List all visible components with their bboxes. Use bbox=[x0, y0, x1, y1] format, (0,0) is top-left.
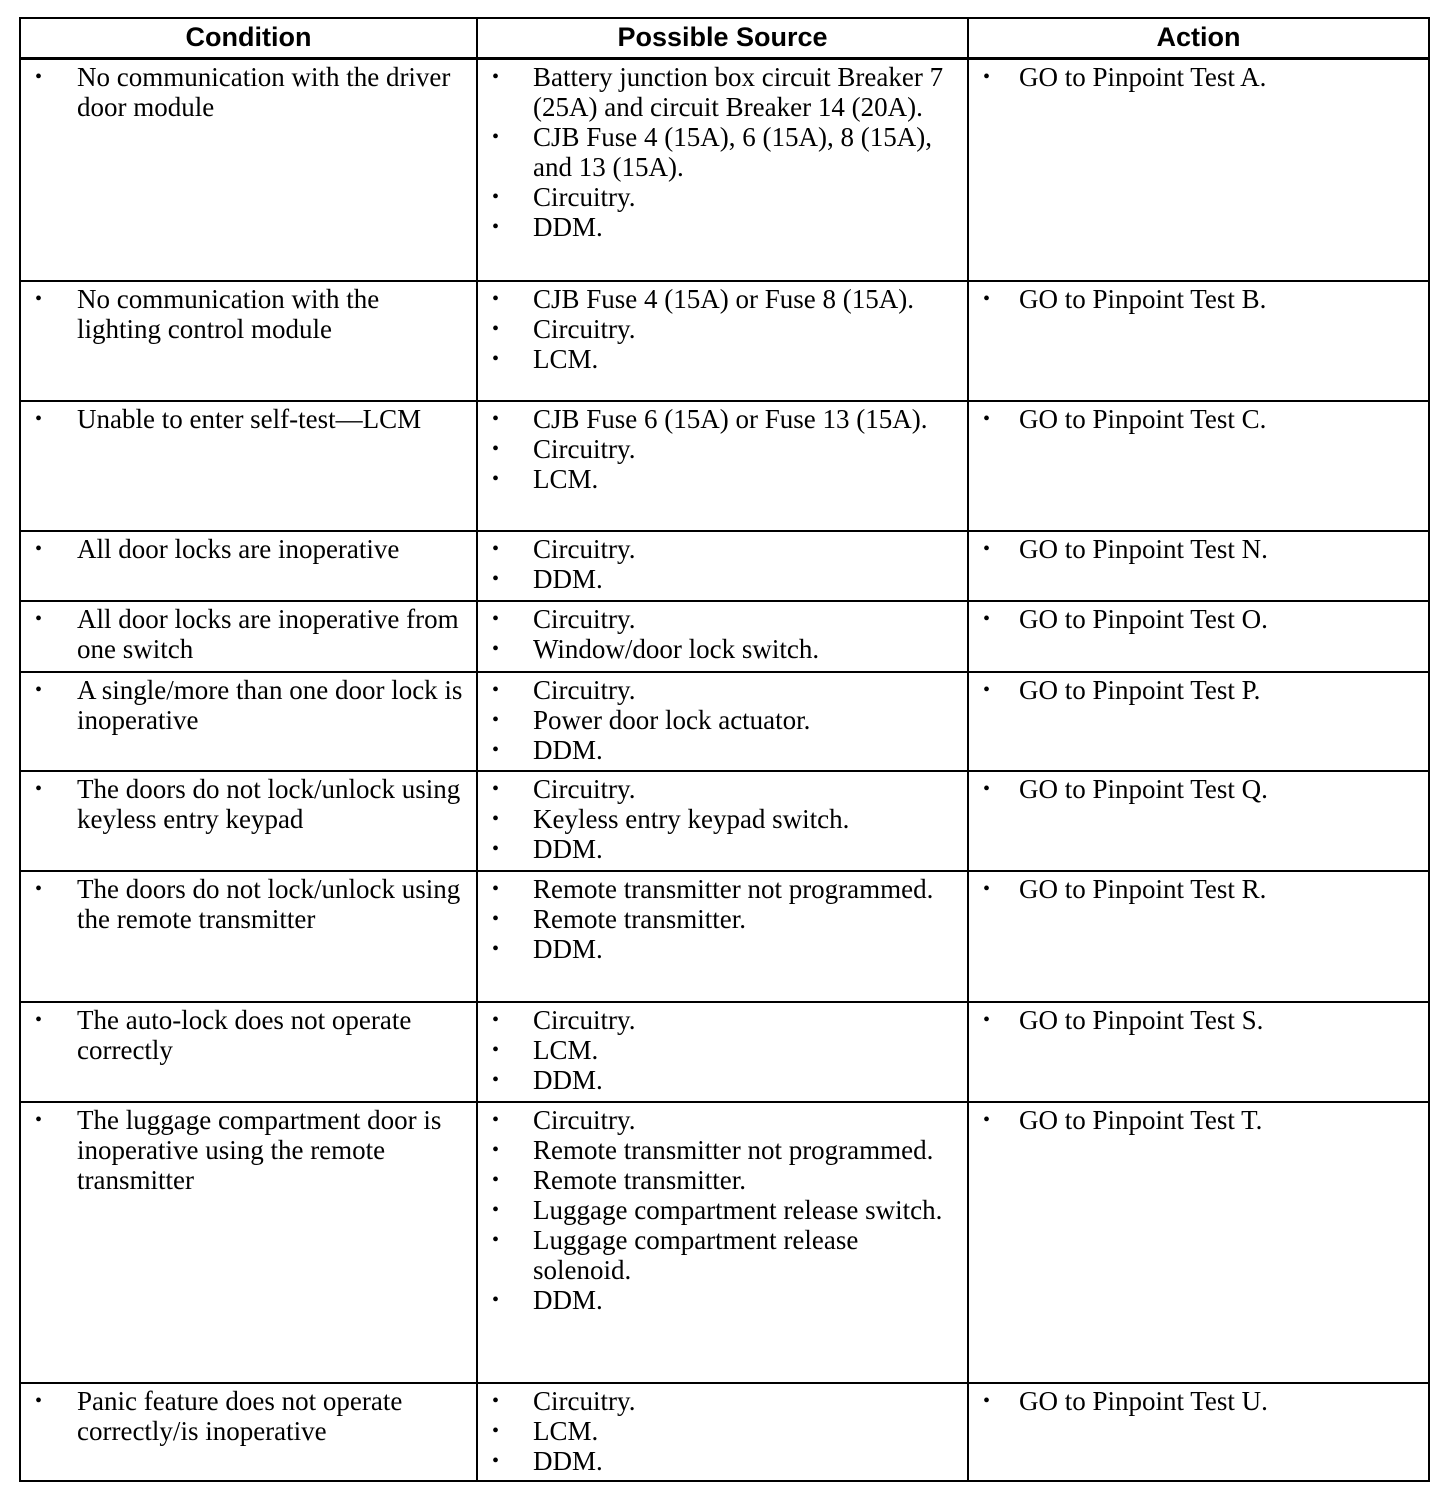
source-cell bbox=[477, 281, 968, 401]
source-item: • DDM. bbox=[478, 735, 967, 765]
source-item: • Circuitry. bbox=[478, 1005, 967, 1035]
source-item: • Remote transmitter not programmed. bbox=[478, 874, 967, 904]
condition-cell bbox=[20, 1383, 477, 1481]
action-cell bbox=[968, 401, 1429, 531]
source-item: • DDM. bbox=[478, 212, 967, 242]
action-text: • GO to Pinpoint Test O. bbox=[969, 604, 1428, 634]
condition-header: Condition bbox=[20, 18, 477, 59]
condition-cell bbox=[20, 601, 477, 672]
condition-text: • The doors do not lock/unlock using the remote transmitter bbox=[21, 874, 476, 934]
condition-cell bbox=[20, 871, 477, 1002]
source-item: • CJB Fuse 4 (15A) or Fuse 8 (15A). bbox=[478, 284, 967, 314]
source-item: • Luggage compartment release solenoid. bbox=[478, 1225, 967, 1285]
action-text: • GO to Pinpoint Test B. bbox=[969, 284, 1428, 314]
table-row bbox=[20, 59, 1429, 281]
source-item: • Remote transmitter. bbox=[478, 1165, 967, 1195]
source-cell bbox=[477, 401, 968, 531]
source-item: • Battery junction box circuit Breaker 7 (25A) and circuit Breaker 14 (20A). bbox=[478, 62, 967, 122]
source-header: Possible Source bbox=[477, 18, 968, 59]
source-cell bbox=[477, 1002, 968, 1102]
source-cell bbox=[477, 1102, 968, 1383]
source-item: • Luggage compartment release switch. bbox=[478, 1195, 967, 1225]
source-item: • Circuitry. bbox=[478, 1386, 967, 1416]
source-item: • DDM. bbox=[478, 1446, 967, 1476]
condition-cell bbox=[20, 1002, 477, 1102]
source-item: • DDM. bbox=[478, 564, 967, 594]
source-item: • Window/door lock switch. bbox=[478, 634, 967, 664]
source-item: • DDM. bbox=[478, 834, 967, 864]
action-cell bbox=[968, 601, 1429, 672]
action-cell bbox=[968, 59, 1429, 281]
action-text: • GO to Pinpoint Test Q. bbox=[969, 774, 1428, 804]
action-cell bbox=[968, 1002, 1429, 1102]
condition-text: • Panic feature does not operate correctly/is inoperative bbox=[21, 1386, 476, 1446]
table-row bbox=[20, 672, 1429, 771]
action-cell bbox=[968, 871, 1429, 1002]
action-text: • GO to Pinpoint Test A. bbox=[969, 62, 1428, 92]
source-item: • Circuitry. bbox=[478, 182, 967, 212]
action-cell bbox=[968, 1102, 1429, 1383]
table-row bbox=[20, 601, 1429, 672]
source-item: • LCM. bbox=[478, 1416, 967, 1446]
condition-text: • A single/more than one door lock is inoperative bbox=[21, 675, 476, 735]
condition-text: • Unable to enter self-test—LCM bbox=[21, 404, 476, 434]
source-cell bbox=[477, 1383, 968, 1481]
action-text: • GO to Pinpoint Test U. bbox=[969, 1386, 1428, 1416]
source-item: • LCM. bbox=[478, 1035, 967, 1065]
source-item: • Circuitry. bbox=[478, 774, 967, 804]
source-item: • DDM. bbox=[478, 1065, 967, 1095]
action-header: Action bbox=[968, 18, 1429, 59]
source-item: • CJB Fuse 6 (15A) or Fuse 13 (15A). bbox=[478, 404, 967, 434]
condition-text: • All door locks are inoperative from one switch bbox=[21, 604, 476, 664]
header-row bbox=[20, 18, 1429, 59]
source-cell bbox=[477, 59, 968, 281]
source-item: • Remote transmitter. bbox=[478, 904, 967, 934]
source-item: • Circuitry. bbox=[478, 604, 967, 634]
action-cell bbox=[968, 1383, 1429, 1481]
source-cell bbox=[477, 672, 968, 771]
condition-text: • The auto-lock does not operate correctly bbox=[21, 1005, 476, 1065]
source-item: • Circuitry. bbox=[478, 534, 967, 564]
condition-text: • No communication with the lighting control module bbox=[21, 284, 476, 344]
source-item: • Circuitry. bbox=[478, 314, 967, 344]
source-item: • Circuitry. bbox=[478, 1105, 967, 1135]
action-cell bbox=[968, 672, 1429, 771]
table-row bbox=[20, 1102, 1429, 1383]
table-row bbox=[20, 771, 1429, 871]
source-item: • Keyless entry keypad switch. bbox=[478, 804, 967, 834]
action-cell bbox=[968, 281, 1429, 401]
condition-text: • All door locks are inoperative bbox=[21, 534, 476, 564]
action-cell bbox=[968, 531, 1429, 601]
condition-text: • The doors do not lock/unlock using keyless entry keypad bbox=[21, 774, 476, 834]
condition-text: • No communication with the driver door module bbox=[21, 62, 476, 122]
source-cell bbox=[477, 601, 968, 672]
source-cell bbox=[477, 871, 968, 1002]
action-text: • GO to Pinpoint Test S. bbox=[969, 1005, 1428, 1035]
table-row bbox=[20, 531, 1429, 601]
source-item: • CJB Fuse 4 (15A), 6 (15A), 8 (15A), and 13 (15A). bbox=[478, 122, 967, 182]
source-item: • Circuitry. bbox=[478, 675, 967, 705]
action-text: • GO to Pinpoint Test C. bbox=[969, 404, 1428, 434]
condition-cell bbox=[20, 281, 477, 401]
condition-text: • The luggage compartment door is inoperative using the remote transmitter bbox=[21, 1105, 476, 1195]
source-item: • LCM. bbox=[478, 344, 967, 374]
action-cell bbox=[968, 771, 1429, 871]
action-text: • GO to Pinpoint Test N. bbox=[969, 534, 1428, 564]
source-item: • LCM. bbox=[478, 464, 967, 494]
condition-cell bbox=[20, 771, 477, 871]
action-text: • GO to Pinpoint Test R. bbox=[969, 874, 1428, 904]
action-text: • GO to Pinpoint Test T. bbox=[969, 1105, 1428, 1135]
table-row bbox=[20, 871, 1429, 1002]
table-row bbox=[20, 1383, 1429, 1481]
action-text: • GO to Pinpoint Test P. bbox=[969, 675, 1428, 705]
table-row bbox=[20, 1002, 1429, 1102]
condition-cell bbox=[20, 1102, 477, 1383]
condition-cell bbox=[20, 59, 477, 281]
source-item: • Circuitry. bbox=[478, 434, 967, 464]
condition-cell bbox=[20, 531, 477, 601]
source-cell bbox=[477, 771, 968, 871]
condition-cell bbox=[20, 672, 477, 771]
source-item: • DDM. bbox=[478, 934, 967, 964]
source-item: • Remote transmitter not programmed. bbox=[478, 1135, 967, 1165]
source-item: • DDM. bbox=[478, 1285, 967, 1315]
source-item: • Power door lock actuator. bbox=[478, 705, 967, 735]
diagnosis-table bbox=[19, 17, 1430, 1482]
table-row bbox=[20, 281, 1429, 401]
table-row bbox=[20, 401, 1429, 531]
source-cell bbox=[477, 531, 968, 601]
condition-cell bbox=[20, 401, 477, 531]
